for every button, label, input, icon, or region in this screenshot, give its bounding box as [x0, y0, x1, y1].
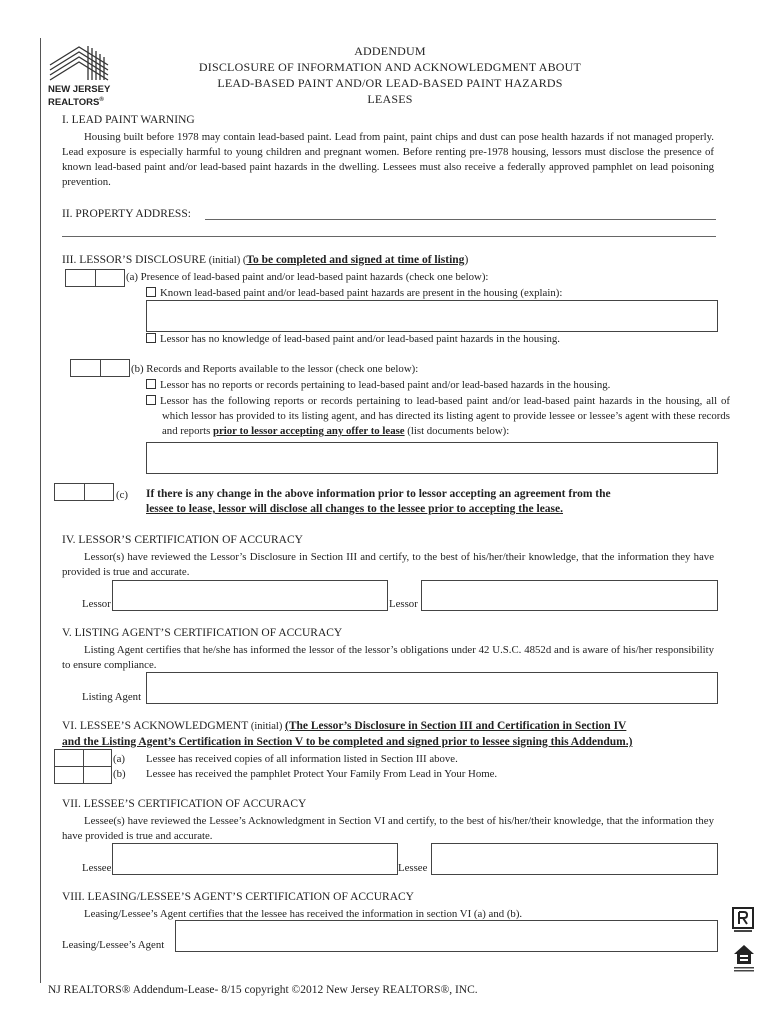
- item-3b: (b) Records and Reports available to the lessor (check one below):: [131, 363, 419, 375]
- item-3b2: [146, 394, 730, 439]
- logo-line2: REALTORS: [48, 97, 100, 109]
- initial-box-3b[interactable]: [70, 359, 130, 377]
- section7-body: Lessee(s) have reviewed the Lessee’s Acknowledgment in Section VI and certify, to the best of his/her/their knowledge, that the information they have provided is true and accurate.: [62, 815, 714, 842]
- section7-title: VII. LESSEE’S CERTIFICATION OF ACCURACY: [62, 798, 307, 810]
- section8-body: Leasing/Lessee’s Agent certifies that the lessee has received the information in section VI (a) and (b).: [84, 908, 523, 920]
- section5-body: Listing Agent certifies that he/she has informed the lessor of the lessor’s obligations under 42 U.S.C. 4852d and is aware of his/her responsibility to ensure compliance.: [62, 644, 714, 671]
- lessor-signature-2[interactable]: [421, 580, 718, 611]
- explain-box-3a[interactable]: [146, 300, 718, 332]
- section6-title: VI. LESSEE’S ACKNOWLEDGMENT: [62, 720, 249, 732]
- checkbox-3b1[interactable]: [146, 379, 156, 389]
- item-6a-label: (a): [113, 753, 125, 765]
- initial-box-6a[interactable]: [54, 749, 112, 767]
- section3-note: To be completed and signed at time of listing: [246, 254, 465, 266]
- item-3b2-end: (list documents below):: [404, 425, 510, 437]
- property-address-line2[interactable]: [62, 236, 716, 237]
- equal-housing-icon: [732, 942, 756, 977]
- header-line3: LEAD-BASED PAINT AND/OR LEAD-BASED PAINT HAZARDS: [217, 76, 563, 90]
- lessor-label-1: Lessor: [82, 598, 111, 610]
- nj-realtors-logo: [48, 42, 118, 108]
- section6-initial: (initial): [248, 721, 285, 732]
- documents-box-3b[interactable]: [146, 442, 718, 474]
- section1-body: Housing built before 1978 may contain lead-based paint. Lead from paint, paint chips and dust can pose health hazards if not managed properly. Lead exposure is especially harmful to young children and pregnant women. Before renting pre-1978 housing, lessors must disclose the presence of known lead-based paint and/or lead-based paint hazards in the dwelling. Lessees must also receive a federally approved pamphlet on lead poisoning prevention.: [62, 131, 714, 188]
- leasing-agent-signature[interactable]: [175, 920, 718, 952]
- initial-box-3c[interactable]: [54, 483, 114, 501]
- initial-box-6b[interactable]: [54, 766, 112, 784]
- property-address-line1[interactable]: [205, 219, 716, 220]
- lessee-signature-2[interactable]: [431, 843, 718, 875]
- leasing-agent-label: Leasing/Lessee’s Agent: [62, 939, 165, 951]
- left-border: [40, 38, 41, 983]
- section6-heading: [62, 720, 626, 732]
- header-line2: DISCLOSURE OF INFORMATION AND ACKNOWLEDGMENT ABOUT: [198, 60, 582, 74]
- lessor-signature-1[interactable]: [112, 580, 388, 611]
- section4-title: IV. LESSOR’S CERTIFICATION OF ACCURACY: [62, 534, 303, 546]
- item-3c-line2: lessee to lease, lessor will disclose all changes to the lessee prior to accepting the lease.: [146, 503, 564, 515]
- section6-note1: (The Lessor’s Disclosure in Section III and Certification in Section IV: [284, 720, 627, 732]
- section3-close: ): [464, 254, 469, 266]
- item-3b1: [146, 378, 610, 393]
- section6-note2-wrap: [62, 736, 632, 748]
- section1-title: I. LEAD PAINT WARNING: [62, 114, 195, 126]
- logo-line1: NEW JERSEY: [48, 84, 111, 95]
- lessee-label-1: Lessee: [82, 862, 112, 874]
- item-3b2-underline: prior to lessor accepting any offer to lease: [212, 425, 405, 437]
- checkbox-3b2[interactable]: [146, 395, 156, 405]
- section3-title: III. LESSOR’S DISCLOSURE: [62, 254, 207, 266]
- section5-title: V. LISTING AGENT’S CERTIFICATION OF ACCURACY: [62, 627, 343, 639]
- lessor-label-2: Lessor: [389, 598, 418, 610]
- initial-box-3a[interactable]: [65, 269, 125, 287]
- item-6b: Lessee has received the pamphlet Protect Your Family From Lead in Your Home.: [146, 768, 498, 780]
- lessee-label-2: Lessee: [398, 862, 428, 874]
- item-6b-label: (b): [113, 768, 126, 780]
- section3-initial: (initial) (: [206, 255, 247, 266]
- section6-note2: and the Listing Agent’s Certification in Section V to be completed and signed prior to lessee signing this Addendum.): [62, 736, 633, 748]
- checkbox-3a1[interactable]: [146, 287, 156, 297]
- logo-registered-mark: ®: [99, 97, 104, 103]
- item-3a1-label: Known lead-based paint and/or lead-based paint hazards are present in the housing (explain):: [160, 287, 563, 299]
- item-3a1: [146, 286, 562, 301]
- checkbox-3a2[interactable]: [146, 333, 156, 343]
- item-3c-line1: If there is any change in the above information prior to lessor accepting an agreement from the: [146, 488, 611, 500]
- section2-title: II. PROPERTY ADDRESS:: [62, 208, 191, 220]
- item-3a2: [146, 332, 560, 347]
- footer-copyright: NJ REALTORS® Addendum-Lease- 8/15 copyright ©2012 New Jersey REALTORS®, INC.: [48, 984, 478, 996]
- lessee-signature-1[interactable]: [112, 843, 398, 875]
- item-3b1-label: Lessor has no reports or records pertaining to lead-based paint and/or lead-based hazards in the housing.: [160, 379, 611, 391]
- section4-body: Lessor(s) have reviewed the Lessor’s Disclosure in Section III and certify, to the best of his/her/their knowledge, that the information they have provided is true and accurate.: [62, 551, 714, 578]
- realtor-mark-icon: [732, 907, 754, 938]
- logo-roof-icon: [48, 42, 110, 82]
- item-3a: (a) Presence of lead-based paint and/or lead-based paint hazards (check one below):: [126, 271, 489, 283]
- item-3c-label: (c): [116, 489, 128, 501]
- item-6a: Lessee has received copies of all information listed in Section III above.: [146, 753, 458, 765]
- item-3b2-label: Lessor has the following reports or records pertaining to lead-based paint and/or lead-based paint hazards in the housing, all of which lessor has provided to its listing agent, and has directed its listing agent to provide lessee or lessee’s agent with these records and reports: [160, 395, 730, 437]
- listing-agent-signature[interactable]: [146, 672, 718, 704]
- section3-heading: [62, 254, 468, 266]
- item-3a2-label: Lessor has no knowledge of lead-based paint and/or lead-based paint hazards in the housing.: [160, 333, 560, 345]
- listing-agent-label: Listing Agent: [82, 691, 142, 703]
- header-line4: LEASES: [367, 92, 413, 106]
- section8-title: VIII. LEASING/LESSEE’S AGENT’S CERTIFICATION OF ACCURACY: [62, 891, 414, 903]
- header-addendum: ADDENDUM: [354, 44, 426, 58]
